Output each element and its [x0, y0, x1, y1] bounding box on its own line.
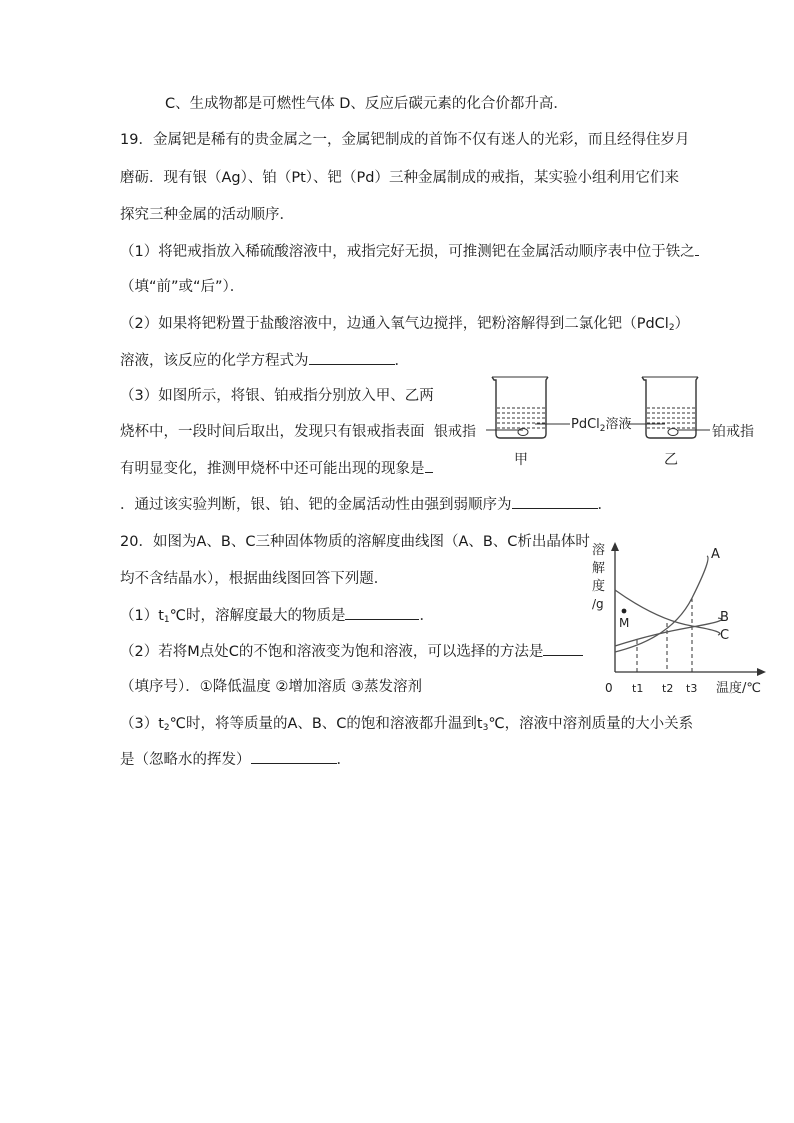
beaker-yi	[642, 377, 698, 438]
q20-part3-line-1	[120, 714, 693, 738]
solvent-mass-answer-blank[interactable]	[251, 749, 337, 764]
platinum-ring-icon	[668, 429, 678, 436]
max-solubility-answer-blank[interactable]	[345, 605, 419, 620]
q19-part3-line-1: （3）如图所示，将银、铂戒指分别放入甲、乙两	[120, 388, 434, 404]
curve-a	[615, 556, 708, 652]
q19-text-line-2: 磨砺．现有银（Ag）、铂（Pt）、钯（Pd）三种金属制成的戒指，某实验小组利用它们来	[120, 170, 679, 186]
q20-text-line-1: 20．如图为A、B、C三种固体物质的溶解度曲线图（A、B、C析出晶体时	[120, 534, 590, 550]
order-answer-blank[interactable]	[512, 494, 598, 509]
option-c-d-line: C、生成物都是可燃性气体 D、反应后碳元素的化合价都升高．	[165, 96, 568, 112]
period: ．	[336, 752, 351, 768]
method-answer-blank[interactable]	[543, 641, 583, 656]
beaker-jia	[492, 377, 548, 438]
q20-part2-line-1	[120, 641, 583, 662]
q20-part1-text: （1）t	[120, 608, 164, 624]
q20-part1-text-2: ℃时，溶解度最大的物质是	[169, 608, 346, 624]
q19-part3-line-3	[120, 458, 433, 479]
q19-part1-line-2: （填“前”或“后”）．	[120, 279, 245, 295]
q20-part3-text-4: 是（忽略水的挥发）	[120, 752, 251, 768]
beaker-yi-label: 乙	[664, 452, 678, 468]
q19-part2-line-2	[120, 350, 409, 371]
x-axis-label: 温度/℃	[716, 681, 761, 696]
q20-part3-text: （3）t	[120, 716, 164, 732]
q19-part2-line-1	[120, 314, 689, 338]
x-tick-t1: t1	[632, 682, 644, 695]
q19-part2-text-2: 溶液，该反应的化学方程式为	[120, 353, 309, 369]
origin-label: 0	[605, 681, 613, 695]
q19-part2-text-end: ）	[674, 316, 690, 332]
period: ．	[419, 608, 434, 624]
equation-answer-blank[interactable]	[309, 350, 395, 365]
answer-blank[interactable]	[695, 241, 699, 256]
y-axis-arrow-icon	[611, 542, 619, 551]
q19-text-line-3: 探究三种金属的活动顺序．	[120, 207, 294, 223]
q20-part3-line-2	[120, 749, 351, 770]
q20-part3-text-3: ℃，溶液中溶剂质量的大小关系	[488, 716, 694, 732]
solubility-chart	[582, 538, 772, 700]
q19-part3-line-2: 烧杯中，一段时间后取出，发现只有银戒指表面	[120, 424, 425, 440]
platinum-ring-label: 铂戒指	[712, 424, 754, 440]
y-axis-label-3: 度	[592, 579, 606, 594]
q20-part2-line-2: （填序号）．①降低温度 ②增加溶质 ③蒸发溶剂	[120, 679, 422, 695]
beaker-diagram	[430, 372, 764, 472]
subscript: 2	[163, 723, 170, 733]
q19-text-line-1: 19．金属钯是稀有的贵金属之一，金属钯制成的首饰不仅有迷人的光彩，而且经得住岁月	[120, 132, 690, 148]
point-m-label: M	[619, 616, 630, 630]
point-m	[622, 609, 627, 614]
subscript: 2	[668, 323, 675, 333]
period: ．	[597, 497, 612, 513]
q20-text-line-2: 均不含结晶水），根据曲线图回答下列题．	[120, 571, 389, 587]
beaker-jia-label: 甲	[514, 452, 528, 468]
q20-part2-text: （2）若将M点处C的不饱和溶液变为饱和溶液，可以选择的方法是	[120, 644, 544, 660]
q19-part1-line-1	[120, 241, 699, 262]
y-axis-label-2: 解	[592, 561, 606, 576]
x-axis-arrow-icon	[757, 668, 766, 676]
subscript: 3	[482, 723, 489, 733]
q19-part1-text: （1）将钯戒指放入稀硫酸溶液中，戒指完好无损，可推测钯在金属活动顺序表中位于铁之	[120, 244, 695, 260]
y-axis-label-1: 溶	[592, 543, 606, 558]
series-b-label: B	[720, 610, 729, 625]
pdcl2-label: PdCl$_2$溶液	[571, 417, 632, 434]
y-axis-label-4: /g	[592, 597, 604, 611]
series-c-label: C	[720, 628, 730, 643]
x-tick-t2: t2	[662, 682, 674, 695]
q19-part2-text: （2）如果将钯粉置于盐酸溶液中，边通入氧气边搅拌，钯粉溶解得到二氯化钯（PdCl	[120, 316, 669, 332]
series-a-label: A	[711, 547, 720, 562]
q19-part3-line-4	[120, 494, 612, 515]
silver-ring-label: 银戒指	[434, 424, 476, 440]
x-tick-t3: t3	[686, 682, 698, 695]
q19-part3-text-3: 有明显变化，推测甲烧杯中还可能出现的现象是	[120, 461, 425, 477]
period: ．	[394, 353, 409, 369]
curve-b	[615, 618, 722, 646]
q20-part1-line	[120, 605, 434, 630]
q19-part3-text-4: ．通过该实验判断，银、铂、钯的金属活动性由强到弱顺序为	[120, 497, 512, 513]
q20-part3-text-2: ℃时，将等质量的A、B、C的饱和溶液都升温到t	[169, 716, 483, 732]
subscript: 1	[163, 615, 170, 625]
